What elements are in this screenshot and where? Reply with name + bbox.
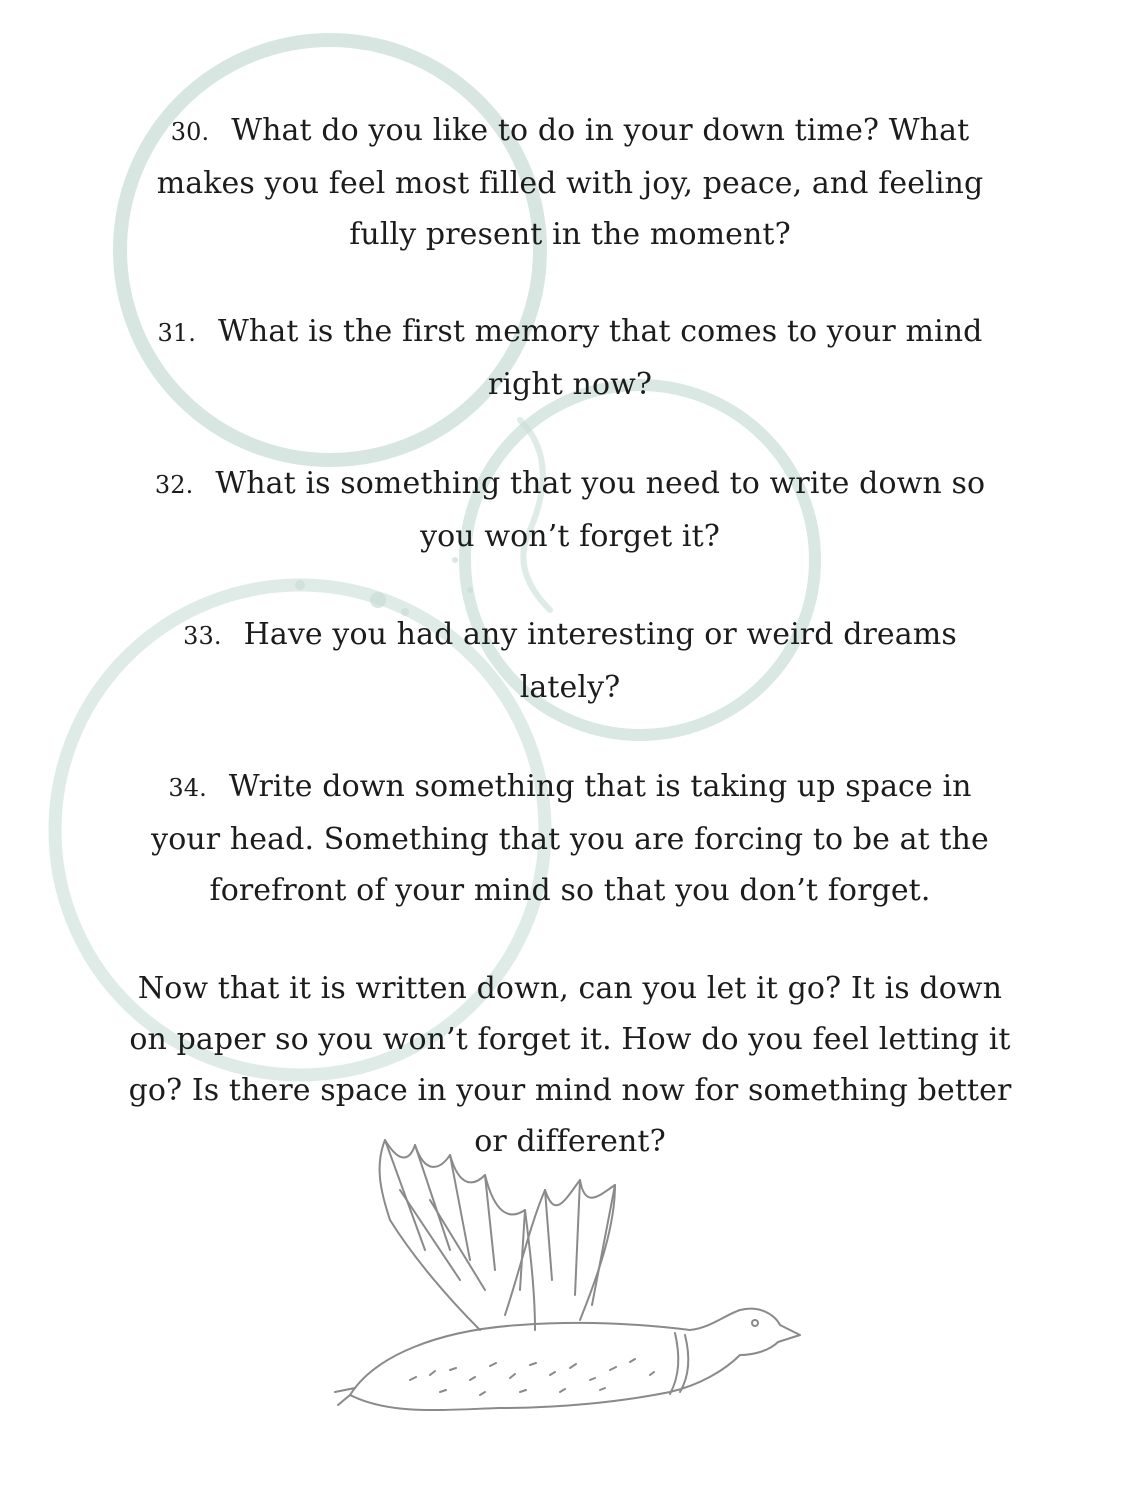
flying-duck-illustration: [330, 1130, 810, 1440]
prompt-line: 30. What do you like to do in your down time? What: [170, 113, 970, 148]
prompt-31: [0, 306, 1140, 410]
duck-body: [350, 1309, 800, 1410]
prompt-number: 34.: [168, 774, 207, 802]
prompt-line: forefront of your mind so that you don’t forget.: [209, 873, 931, 908]
prompt-number: 30.: [170, 118, 210, 146]
prompt-line: your head. Something that you are forcing to be at the: [151, 822, 989, 857]
prompt-line: 34. Write down something that is taking up space in: [168, 769, 972, 804]
duck-neck-ring: [680, 1335, 688, 1392]
followup-line: or different?: [474, 1124, 666, 1159]
prompt-line: right now?: [487, 367, 653, 402]
followup-line: go? Is there space in your mind now for something better: [128, 1073, 1012, 1108]
prompt-line: 33. Have you had any interesting or weird dreams: [183, 617, 957, 652]
prompt-line: lately?: [519, 670, 621, 705]
prompt-32: [0, 458, 1140, 562]
duck-eye: [752, 1320, 758, 1326]
prompt-number: 32.: [154, 471, 194, 499]
prompt-30: [0, 105, 1140, 260]
followup-line: on paper so you won’t forget it. How do you feel letting it: [129, 1022, 1011, 1057]
prompt-line: you won’t forget it?: [420, 519, 720, 554]
prompt-number: 31.: [157, 319, 196, 347]
prompt-line: makes you feel most filled with joy, peace, and feeling: [156, 166, 984, 201]
prompt-line: 32. What is something that you need to write down so: [154, 466, 986, 501]
prompt-33: [0, 609, 1140, 713]
prompt-number: 33.: [183, 622, 222, 650]
prompt-line: fully present in the moment?: [349, 217, 791, 252]
duck-front-wing: [380, 1140, 535, 1330]
prompt-line: 31. What is the first memory that comes to your mind: [157, 314, 983, 349]
followup-line: Now that it is written down, can you let it go? It is down: [137, 971, 1003, 1006]
prompt-34: [0, 761, 1140, 916]
